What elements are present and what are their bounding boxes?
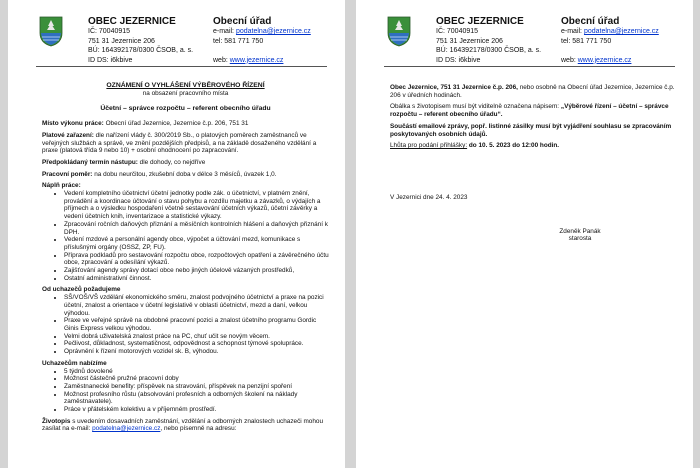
office-phone: tel: 581 771 750 bbox=[561, 37, 612, 45]
list-item: • Praxe ve veřejné správě na obdobné pracovní pozici a znalost účetního programu Gordic Ginis Express velkou výhodou. bbox=[64, 317, 329, 332]
list-item: • Zaměstnanecké benefity: příspěvek na stravování, příspěvek na penzijní spoření bbox=[64, 383, 329, 391]
signer-role: starosta bbox=[568, 235, 592, 243]
list-item: • Vedení kompletního účetnictví účetní jednotky podle zák. o účetnictví, v platném znění, provádění a koordinace účtování o stavu pohybu a rozdílu majetku a závazků, o výdajích a příjmech a o výsledku hospodaření včetně sestavování účetních výkazů, účetní závěrky a vedení účetních knih, inventarizace a statistické výkazy. bbox=[64, 190, 329, 221]
offers-heading: Uchazečům nabízíme bbox=[42, 359, 107, 367]
office-block bbox=[213, 16, 311, 65]
org-data-box: ID DS: i6kbive bbox=[88, 56, 133, 64]
envelope-label: Obálka s životopisem musí být viditelně označena nápisem: „Výběrové řízení – účetní – správce rozpočtu – referent obecního úřadu“. bbox=[390, 103, 669, 119]
cv-email-link[interactable]: podatelna@jezernice.cz bbox=[92, 425, 161, 433]
cv-instructions: Životopis s uvedením dosavadních zaměstnání, vzdělání a odborných znalostech uchazeči mohou zasílat na e-mail: podatelna@jezernice.cz, nebo písemně na adresu: bbox=[42, 417, 323, 433]
notice-body bbox=[42, 78, 329, 437]
office-title: Obecní úřad bbox=[213, 16, 272, 27]
org-ico: IČ: 70040915 bbox=[88, 28, 131, 35]
requirements-heading: Od uchazečů požadujeme bbox=[42, 286, 121, 294]
salary: Platové zařazení: dle nařízení vlády č. 300/2019 Sb., o platových poměrech zaměstnanců ve veřejných službách a správě, ve znění pozdějších předpisů, a na základě dosaženého vzdělání a praxe (platová třída 9 nebo 10) + osobní ohodnocení po zapracování. bbox=[42, 131, 317, 155]
org-name: OBEC JEZERNICE bbox=[88, 16, 176, 27]
org-ico: IČ: 70040915 bbox=[436, 28, 479, 35]
duties-heading: Náplň práce: bbox=[42, 182, 81, 190]
office-phone: tel: 581 771 750 bbox=[213, 37, 264, 45]
place-date: V Jezernici dne 24. 4. 2023 bbox=[390, 193, 468, 201]
list-item: • Práce v přátelském kolektivu a v příjemném prostředí. bbox=[64, 406, 329, 414]
list-item: • 5 týdnů dovolené bbox=[64, 368, 329, 376]
notice-continuation bbox=[390, 84, 677, 243]
signature-block bbox=[540, 228, 620, 243]
org-bank: BÚ: 164392178/0300 ČSOB, a. s. bbox=[436, 47, 542, 54]
org-block bbox=[436, 16, 541, 65]
position-title: Účetní – správce rozpočtu – referent obecního úřadu bbox=[100, 105, 271, 113]
email-link[interactable]: podatelna@jezernice.cz bbox=[583, 28, 659, 35]
deadline: Lhůta pro podání přihlášky: do 10. 5. 2023 do 12:00 hodin. bbox=[390, 142, 560, 150]
office-title: Obecní úřad bbox=[561, 16, 620, 27]
postal-address: Obec Jezernice, 751 31 Jezernice č.p. 206, nebo osobně na Obecní úřad Jezernice, Jezernice č.p. 206 v úředních hodinách. bbox=[390, 84, 675, 99]
header-divider bbox=[384, 66, 675, 67]
web-label: web: bbox=[213, 56, 228, 64]
offers-list bbox=[42, 368, 329, 414]
contract-type: Pracovní poměr: na dobu neurčitou, zkušební doba v délce 3 měsíců, úvazek 1,0. bbox=[42, 170, 277, 178]
notice-subtitle: na obsazení pracovního místa bbox=[142, 89, 229, 97]
org-block bbox=[88, 16, 193, 65]
org-bank: BÚ: 164392178/0300 ČSOB, a. s. bbox=[88, 47, 194, 54]
place-of-work: Místo výkonu práce: Obecní úřad Jezernice, Jezernice č.p. 206, 751 31 bbox=[42, 120, 249, 128]
village-crest-icon bbox=[387, 16, 411, 47]
org-address: 751 31 Jezernice 206 bbox=[436, 37, 503, 45]
email-label: e-mail: bbox=[213, 28, 235, 35]
org-name: OBEC JEZERNICE bbox=[436, 16, 524, 27]
signer-name: Zdeněk Panák bbox=[559, 227, 601, 235]
duties-list bbox=[42, 190, 329, 282]
list-item: • Zpracování ročních daňových přiznání a měsíčních kontrolních hlášení a daňových přiznání k DPH. bbox=[64, 221, 329, 236]
list-item: • Možnost částečně pružné pracovní doby bbox=[64, 375, 329, 383]
village-crest-icon bbox=[39, 16, 63, 47]
header-divider bbox=[36, 66, 327, 67]
document-page-right bbox=[356, 0, 693, 468]
requirements-list bbox=[42, 294, 329, 356]
list-item: • Možnost profesního růstu (absolvování profesních a odborných školení na náklady zaměstnavatele). bbox=[64, 391, 329, 406]
list-item: • Oprávnění k řízení motorových vozidel sk. B, výhodou. bbox=[64, 348, 329, 356]
letterhead bbox=[356, 0, 693, 64]
letterhead bbox=[8, 0, 345, 64]
web-link[interactable]: www.jezernice.cz bbox=[229, 56, 284, 64]
document-page-left bbox=[8, 0, 345, 468]
list-item: • Příprava podkladů pro sestavování rozpočtu obce, rozpočtových opatření a závěrečného účtu obce, zpracování a odesílání výkazů. bbox=[64, 252, 329, 267]
email-link[interactable]: podatelna@jezernice.cz bbox=[235, 28, 311, 35]
list-item: • Pečlivost, důkladnost, systematičnost, odpovědnost a schopnost týmové spolupráce. bbox=[64, 340, 329, 348]
list-item: • Zajišťování agendy správy dotací obce nebo jiných účelově vázaných prostředků, bbox=[64, 267, 329, 275]
list-item: • SŠ/VOŠ/VŠ vzdělání ekonomického směru, znalost podvojného účetnictví a praxe na pozici účetní, znalost a orientace v účetní legislativě v oblasti účetnictví, mezd a daní, velkou výhodou. bbox=[64, 294, 329, 317]
office-block bbox=[561, 16, 659, 65]
consent-note: Součástí emailové zprávy, popř. listinné zásilky musí být vyjádření souhlasu se zpracováním poskytovaných osobních údajů. bbox=[390, 122, 672, 138]
org-address: 751 31 Jezernice 206 bbox=[88, 37, 155, 45]
org-data-box: ID DS: i6kbive bbox=[436, 56, 481, 64]
web-link[interactable]: www.jezernice.cz bbox=[577, 56, 632, 64]
list-item: • Velmi dobrá uživatelská znalost práce na PC, chuť učit se novým věcem. bbox=[64, 333, 329, 341]
email-label: e-mail: bbox=[561, 28, 583, 35]
web-label: web: bbox=[561, 56, 576, 64]
start-date: Předpokládaný termín nástupu: dle dohody, co nejdříve bbox=[42, 158, 206, 166]
list-item: • Vedení mzdové a personální agendy obce, výpočet a účtování mezd, komunikace s příslušnými orgány (OSSZ, ZP, FU). bbox=[64, 236, 329, 251]
notice-title: OZNÁMENÍ O VYHLÁŠENÍ VÝBĚROVÉHO ŘÍZENÍ bbox=[106, 82, 265, 89]
list-item: • Ostatní administrativní činnost. bbox=[64, 275, 329, 283]
